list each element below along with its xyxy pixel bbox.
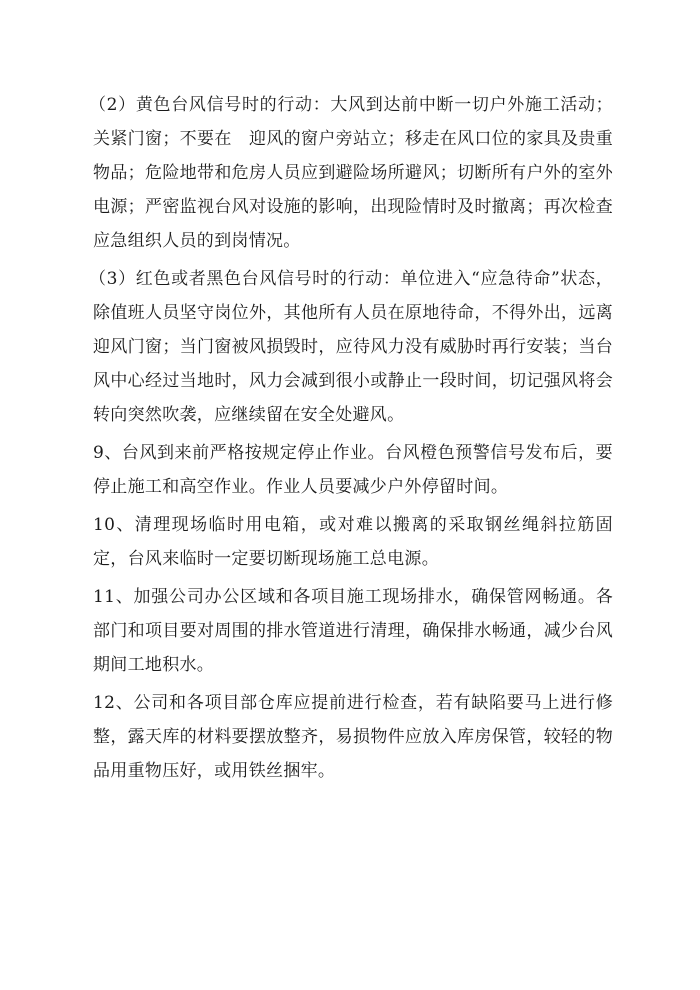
paragraph-item-11: 11、加强公司办公区域和各项目施工现场排水，确保管网畅通。各部门和项目要对周围的排水管道进行清理，确保排水畅通，减少台风期间工地积水。	[93, 587, 613, 675]
paragraph-item-9: 9、台风到来前严格按规定停止作业。台风橙色预警信号发布后，要停止施工和高空作业。作业人员要减少户外停留时间。	[93, 443, 613, 497]
paragraph-item-12: 12、公司和各项目部仓库应提前进行检查，若有缺陷要马上进行修整，露天库的材料要摆放整齐，易损物件应放入库房保管，较轻的物品用重物压好，或用铁丝捆牢。	[93, 693, 613, 781]
document-body	[89, 88, 613, 792]
paragraph-yellow-signal: （2）黄色台风信号时的行动：大风到达前中断一切户外施工活动；关紧门窗；不要在 迎风的窗户旁站立；移走在风口位的家具及贵重物品；危险地带和危房人员应到避险场所避风；切断所有户外的室外电源；严密监视台风对设施的影响，出现险情时及时撤离；再次检查应急组织人员的到岗情况。	[89, 95, 613, 251]
paragraph-item-10: 10、清理现场临时用电箱，或对难以搬离的采取钢丝绳斜拉筋固定，台风来临时一定要切断现场施工总电源。	[93, 515, 613, 569]
paragraph-red-black-signal: （3）红色或者黑色台风信号时的行动：单位进入“应急待命”状态，除值班人员坚守岗位外，其他所有人员在原地待命，不得外出，远离迎风门窗；当门窗被风损毁时，应待风力没有威胁时再行安装；当台风中心经过当地时，风力会减到很小或静止一段时间，切记强风将会转向突然吹袭，应继续留在安全处避风。	[89, 269, 613, 425]
